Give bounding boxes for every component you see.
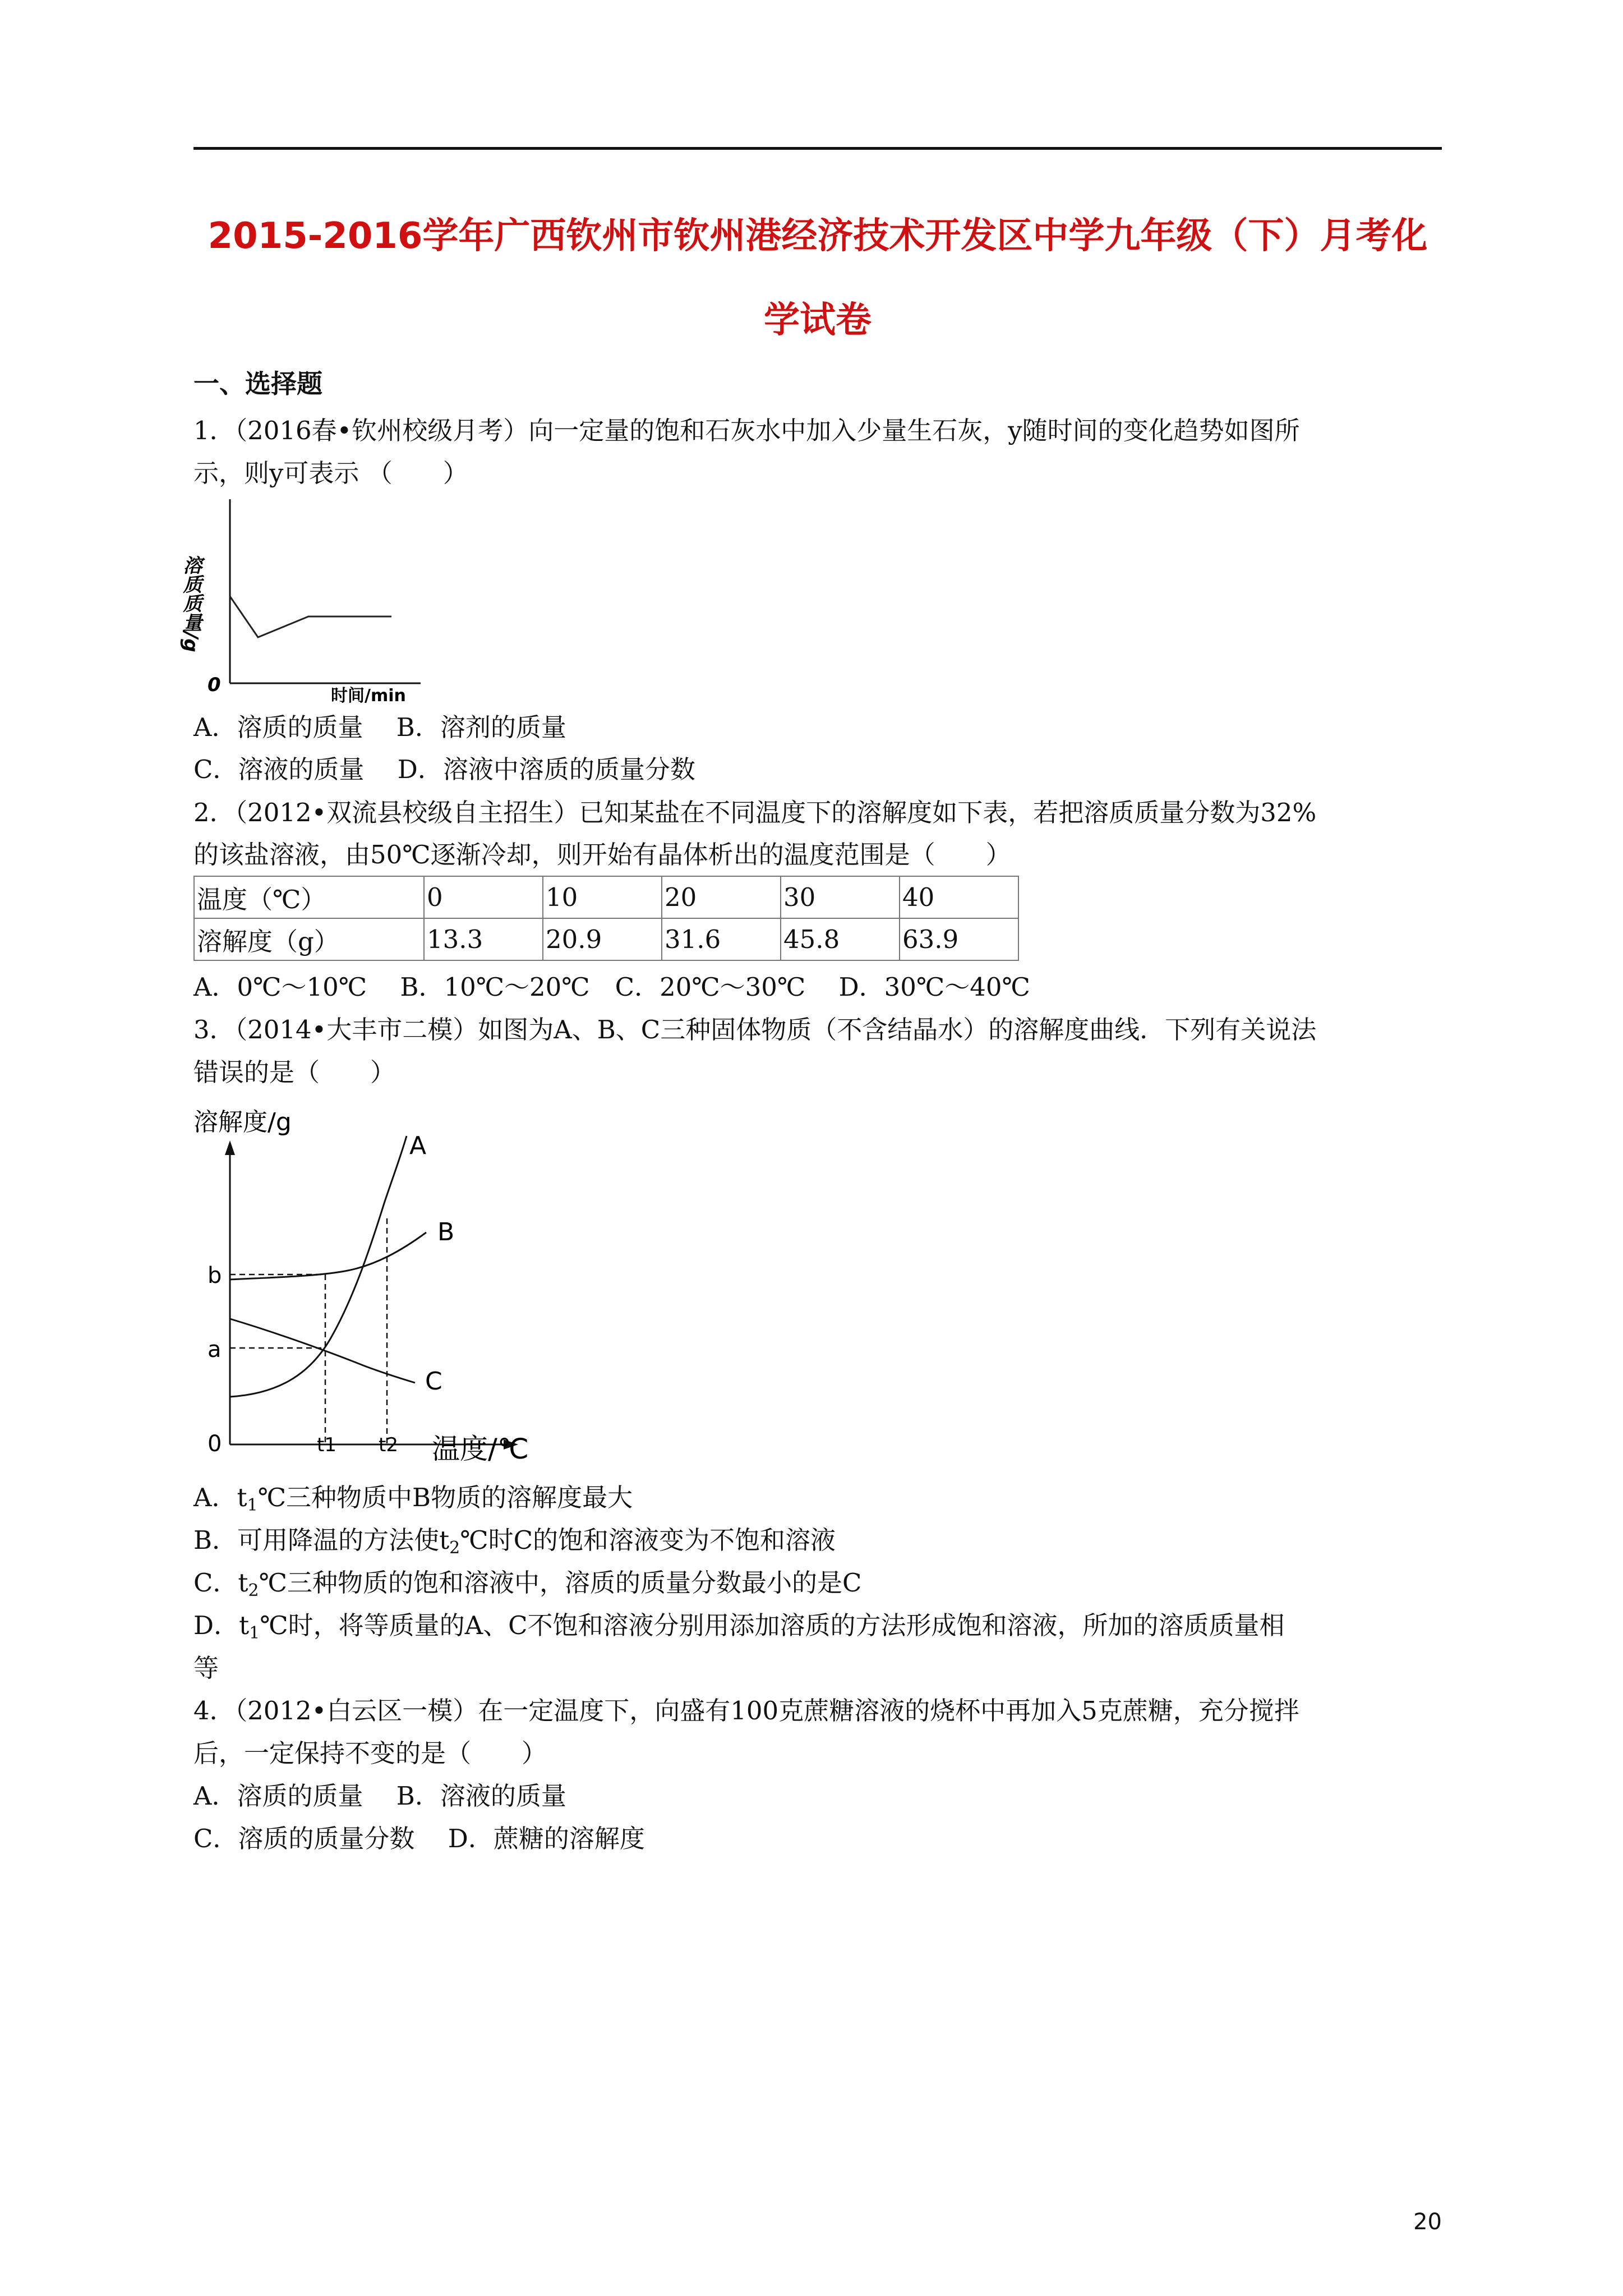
q1-origin: 0 <box>208 674 221 696</box>
exam-title-line2: 学试卷 <box>764 300 872 341</box>
q3-solubility-figure <box>191 1108 538 1478</box>
table-cell: 20.9 <box>543 918 662 960</box>
q3-y-label: 溶解度/g <box>193 1108 292 1137</box>
q3-y-mark-a: a <box>208 1337 222 1363</box>
q3-y-mark-b: b <box>208 1263 222 1289</box>
q1-stem-line1: 1．（2016春•钦州校级月考）向一定量的饱和石灰水中加入少量生石灰，y随时间的变化趋势如图所 <box>193 416 1300 445</box>
subscript: 2 <box>449 1538 460 1558</box>
option-text: ℃时，将等质量的A、C不饱和溶液分别用添加溶质的方法形成饱和溶液，所加的溶质质量相 <box>260 1611 1285 1640</box>
q1-figure <box>179 494 426 710</box>
table-cell: 20 <box>662 876 781 918</box>
table-cell: 0 <box>424 876 543 918</box>
option-text: ℃三种物质中B物质的溶解度最大 <box>257 1483 633 1512</box>
table-cell: 63.9 <box>900 918 1018 960</box>
q3-curve-b <box>230 1232 426 1280</box>
q4-options-line1: A．溶质的质量 B．溶液的质量 <box>193 1781 566 1811</box>
q3-x-mark-t2: t2 <box>379 1434 398 1456</box>
q3-option-c <box>193 1565 861 1609</box>
q1-options-line2: C．溶液的质量 D．溶液中溶质的质量分数 <box>193 754 695 784</box>
q3-option-d-line2: 等 <box>193 1653 219 1683</box>
q4-stem-line2: 后，一定保持不变的是（ ） <box>193 1738 547 1768</box>
header-rule <box>193 147 1442 150</box>
table-cell: 溶解度（g） <box>194 918 424 960</box>
q2-stem-line1: 2．（2012•双流县校级自主招生）已知某盐在不同温度下的溶解度如下表，若把溶质质量分数为32% <box>193 798 1317 827</box>
q3-origin: 0 <box>208 1431 222 1457</box>
exam-title-line1: 2015-2016学年广西钦州市钦州港经济技术开发区中学九年级（下）月考化 <box>208 215 1428 257</box>
table-cell: 13.3 <box>424 918 543 960</box>
table-row <box>194 876 1018 918</box>
q1-x-label: 时间/min <box>331 686 406 706</box>
q3-curve-label-a: A <box>409 1131 427 1160</box>
option-text: A．t <box>193 1483 247 1512</box>
q3-curve-a <box>230 1136 407 1397</box>
option-text: D．t <box>193 1611 250 1640</box>
table-cell: 45.8 <box>781 918 900 960</box>
q2-stem-line2: 的该盐溶液，由50℃逐渐冷却，则开始有晶体析出的温度范围是（ ） <box>193 840 1011 869</box>
q1-curve <box>230 596 391 637</box>
option-text: C．t <box>193 1568 248 1598</box>
q3-option-d <box>193 1608 1285 1651</box>
option-text: ℃时C的饱和溶液变为不饱和溶液 <box>460 1525 836 1555</box>
solubility-table <box>193 876 1019 961</box>
table-cell: 30 <box>781 876 900 918</box>
subscript: 1 <box>249 1623 260 1643</box>
q1-y-label: 溶质质量/g <box>179 555 202 652</box>
q2-options: A．0℃～10℃ B．10℃～20℃ C．20℃～30℃ D．30℃～40℃ <box>193 972 1030 1002</box>
q3-stem-line1: 3．（2014•大丰市二模）如图为A、B、C三种固体物质（不含结晶水）的溶解度曲线．下列有关说法 <box>193 1015 1317 1045</box>
page-number: 20 <box>1413 2209 1442 2235</box>
subscript: 1 <box>247 1496 258 1515</box>
q3-option-b <box>193 1522 836 1566</box>
table-cell: 温度（℃） <box>194 876 424 918</box>
section-heading: 一、选择题 <box>193 369 322 399</box>
q4-options-line2: C．溶质的质量分数 D．蔗糖的溶解度 <box>193 1824 645 1853</box>
option-text: B．可用降温的方法使t <box>193 1525 450 1555</box>
q3-y-arrow <box>225 1140 235 1155</box>
subscript: 2 <box>248 1581 259 1600</box>
q3-option-a <box>193 1480 633 1524</box>
table-cell: 31.6 <box>662 918 781 960</box>
q3-stem-line2: 错误的是（ ） <box>193 1057 396 1087</box>
q3-x-mark-t1: t1 <box>317 1434 336 1456</box>
q4-stem-line1: 4．（2012•白云区一模）在一定温度下，向盛有100克蔗糖溶液的烧杯中再加入5克蔗糖，充分搅拌 <box>193 1696 1299 1726</box>
q1-stem-line2: 示，则y可表示 （ ） <box>193 458 468 488</box>
q1-options-line1: A．溶质的质量 B．溶剂的质量 <box>193 712 566 742</box>
q3-curve-label-b: B <box>437 1218 455 1246</box>
option-text: ℃三种物质的饱和溶液中，溶质的质量分数最小的是C <box>259 1568 862 1598</box>
q3-x-label: 温度/℃ <box>432 1433 529 1465</box>
table-cell: 40 <box>900 876 1018 918</box>
table-row <box>194 918 1018 960</box>
q3-curve-label-c: C <box>425 1367 442 1396</box>
table-cell: 10 <box>543 876 662 918</box>
